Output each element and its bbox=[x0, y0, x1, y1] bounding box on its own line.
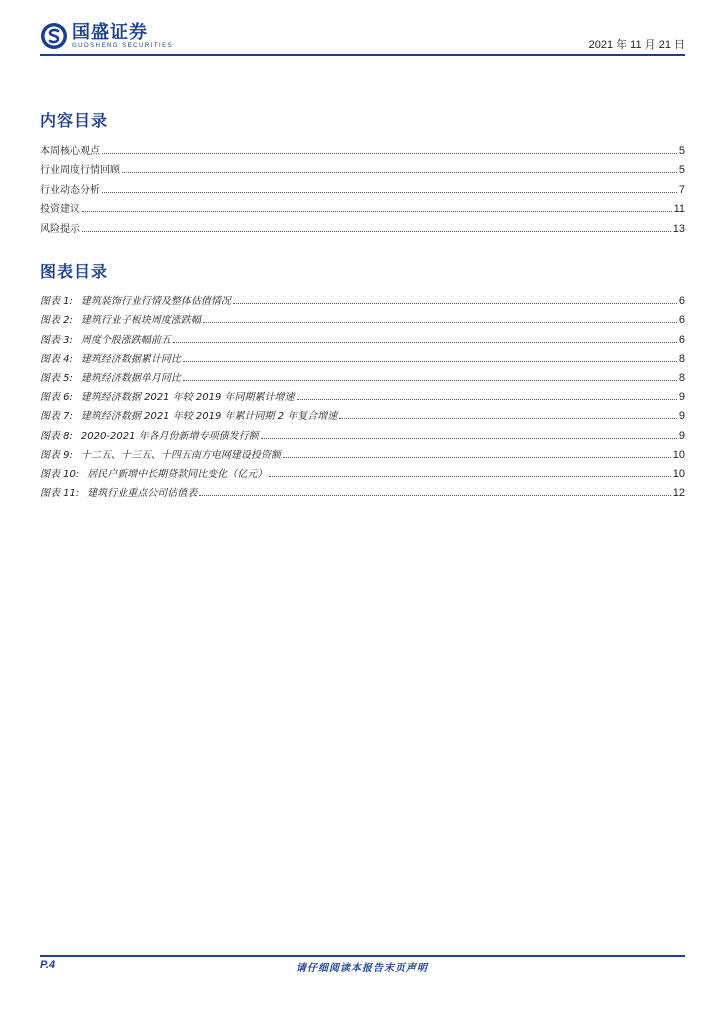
header-divider bbox=[40, 54, 685, 56]
figure-entry[interactable] bbox=[40, 326, 685, 345]
dot-leader bbox=[297, 398, 677, 400]
figure-number: 图表 9: bbox=[40, 449, 73, 461]
toc-entry-page: 11 bbox=[673, 203, 685, 215]
logo-name: 国盛证券 bbox=[72, 21, 148, 43]
figure-number: 图表 3: bbox=[40, 334, 73, 346]
figure-number: 图表 4: bbox=[40, 353, 73, 365]
figure-page: 9 bbox=[678, 391, 685, 404]
figure-number: 图表 10: bbox=[40, 468, 80, 480]
dot-leader bbox=[102, 191, 677, 193]
figure-number: 图表 7: bbox=[40, 411, 73, 423]
dot-leader bbox=[339, 417, 677, 419]
figure-number: 图表 1: bbox=[40, 296, 73, 308]
toc-entry[interactable] bbox=[40, 157, 685, 177]
figure-number: 图表 11: bbox=[40, 488, 80, 500]
figures-list bbox=[40, 288, 685, 499]
dot-leader bbox=[102, 152, 677, 154]
dot-leader bbox=[203, 321, 677, 323]
guosheng-logo-icon bbox=[40, 22, 68, 50]
figure-title: 周度个股涨跌幅前五 bbox=[80, 334, 171, 346]
figure-title: 建筑经济数据 2021 年较 2019 年累计同期 2 年复合增速 bbox=[80, 411, 338, 423]
figure-title: 十二五、十三五、十四五南方电网建设投资额 bbox=[80, 449, 281, 461]
figure-entry[interactable] bbox=[40, 442, 685, 461]
dot-leader bbox=[283, 456, 671, 458]
dot-leader bbox=[199, 494, 670, 496]
figure-number: 图表 5: bbox=[40, 372, 73, 384]
footer-divider bbox=[40, 955, 685, 957]
figure-number: 图表 8: bbox=[40, 430, 73, 442]
toc-entry[interactable] bbox=[40, 137, 685, 157]
figure-entry[interactable] bbox=[40, 346, 685, 365]
figures-title: 图表目录 bbox=[40, 262, 109, 281]
page-header bbox=[40, 18, 685, 54]
contents-title: 内容目录 bbox=[40, 111, 109, 130]
toc-entry-page: 5 bbox=[678, 164, 685, 176]
toc-entry[interactable] bbox=[40, 196, 685, 216]
figure-page: 6 bbox=[678, 333, 685, 346]
dot-leader bbox=[261, 437, 677, 439]
toc-entry-label: 行业周度行情回顾 bbox=[40, 165, 120, 176]
figure-entry[interactable] bbox=[40, 365, 685, 384]
dot-leader bbox=[82, 230, 671, 232]
contents-list bbox=[40, 137, 685, 235]
figure-title: 建筑行业重点公司估值表 bbox=[87, 488, 198, 500]
figure-page: 8 bbox=[678, 371, 685, 384]
figure-title: 建筑经济数据单月同比 bbox=[80, 372, 181, 384]
dot-leader bbox=[122, 171, 677, 173]
company-logo bbox=[40, 22, 173, 50]
figure-entry[interactable] bbox=[40, 461, 685, 480]
figure-page: 10 bbox=[672, 448, 685, 461]
figure-number: 图表 2: bbox=[40, 315, 73, 327]
figure-number: 图表 6: bbox=[40, 392, 73, 404]
figure-entry[interactable] bbox=[40, 480, 685, 499]
figure-page: 6 bbox=[678, 295, 685, 308]
dot-leader bbox=[183, 379, 677, 381]
dot-leader bbox=[233, 302, 677, 304]
figure-entry[interactable] bbox=[40, 288, 685, 307]
toc-entry[interactable] bbox=[40, 215, 685, 235]
toc-entry-page: 7 bbox=[678, 183, 685, 196]
dot-leader bbox=[173, 341, 677, 343]
toc-entry-page: 5 bbox=[678, 144, 685, 157]
toc-entry-label: 行业动态分析 bbox=[40, 184, 100, 196]
figure-page: 10 bbox=[672, 467, 685, 480]
toc-entry[interactable] bbox=[40, 176, 685, 196]
dot-leader bbox=[183, 360, 677, 362]
toc-entry-label: 本周核心观点 bbox=[40, 145, 100, 157]
report-date: 2021 年 11 月 21 日 bbox=[588, 39, 685, 51]
figure-page: 9 bbox=[678, 429, 685, 442]
figure-entry[interactable] bbox=[40, 403, 685, 422]
dot-leader bbox=[82, 210, 672, 212]
logo-subtitle: GUOSHENG SECURITIES bbox=[72, 42, 174, 49]
toc-entry-page: 13 bbox=[672, 222, 685, 235]
figure-page: 9 bbox=[678, 410, 685, 423]
figure-page: 8 bbox=[678, 352, 685, 365]
figure-page: 6 bbox=[678, 314, 685, 327]
figure-title: 建筑行业子板块周度涨跌幅 bbox=[80, 315, 201, 327]
figure-title: 建筑经济数据累计同比 bbox=[80, 353, 181, 365]
page-number: P.4 bbox=[40, 959, 56, 971]
disclaimer-note: 请仔细阅读本报告末页声明 bbox=[296, 963, 428, 974]
figure-title: 2020-2021 年各月份新增专项债发行额 bbox=[80, 430, 259, 442]
toc-entry-label: 投资建议 bbox=[40, 204, 80, 215]
figure-page: 12 bbox=[672, 487, 685, 500]
figure-title: 建筑经济数据 2021 年较 2019 年同期累计增速 bbox=[80, 392, 295, 404]
figure-title: 居民户新增中长期贷款同比变化（亿元） bbox=[87, 468, 268, 480]
figure-title: 建筑装饰行业行情及整体估值情况 bbox=[80, 296, 231, 308]
toc-entry-label: 风险提示 bbox=[40, 223, 80, 235]
figure-entry[interactable] bbox=[40, 422, 685, 441]
dot-leader bbox=[269, 475, 670, 477]
figure-entry[interactable] bbox=[40, 384, 685, 403]
figure-entry[interactable] bbox=[40, 307, 685, 326]
